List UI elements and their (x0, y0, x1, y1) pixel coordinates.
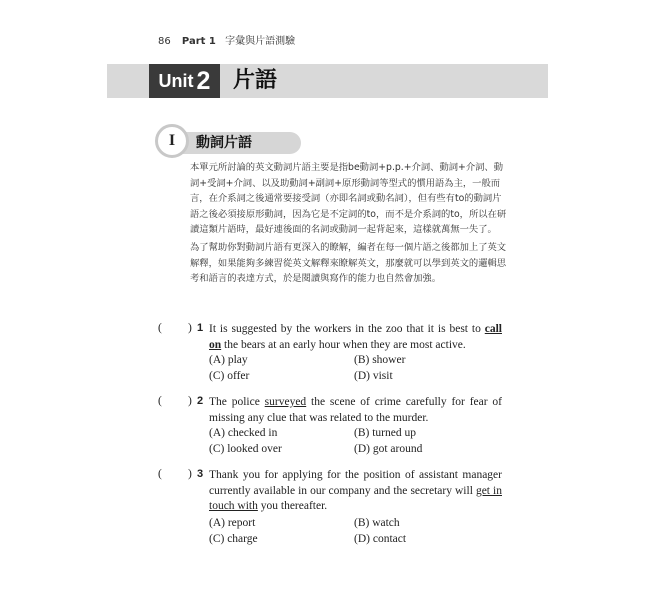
question-number: 3 (197, 468, 204, 480)
intro-paragraph-2: 為了幫助你對動詞片語有更深入的瞭解，編者在每一個片語之後都加上了英文解釋，如果能夠多練習從英文解釋來瞭解英文，那麼就可以學到英文的邏輯思考和語言的表達方式，於是閱讀與寫作的能力也自然會加強。 (190, 242, 507, 284)
option-d[interactable]: (D) visit (354, 370, 393, 382)
open-paren: ( (158, 468, 162, 480)
stem-text: the scene of crime carefully for fear of missing any clue that was related to the murder. (209, 396, 502, 424)
option-a[interactable]: (A) report (209, 517, 256, 529)
option-d[interactable]: (D) contact (354, 533, 407, 545)
target-phrase: get in touch with (209, 484, 502, 512)
open-paren: ( (158, 395, 162, 407)
question-stem (209, 395, 502, 426)
part-title: 字彙與片語測驗 (225, 36, 296, 47)
answer-blank[interactable] (158, 468, 194, 480)
part-label: Part 1 (181, 36, 216, 47)
section-title: 動詞片語 (196, 135, 252, 151)
close-paren: ) (188, 322, 192, 334)
unit-number: 2 (196, 66, 211, 95)
option-a[interactable]: (A) checked in (209, 427, 278, 439)
stem-text: you thereafter. (257, 500, 328, 512)
section-heading (155, 124, 305, 160)
option-d[interactable]: (D) got around (354, 443, 423, 455)
option-b[interactable]: (B) turned up (354, 427, 416, 439)
open-paren: ( (158, 322, 162, 334)
question-2 (158, 395, 503, 465)
option-b[interactable]: (B) watch (354, 517, 400, 529)
question-3 (158, 468, 503, 554)
unit-word: Unit (158, 70, 194, 91)
question-1 (158, 322, 503, 392)
question-stem (209, 322, 502, 353)
target-phrase: surveyed (264, 396, 307, 408)
option-c[interactable]: (C) looked over (209, 443, 282, 455)
stem-text: Thank you for applying for the position of assistant manager currently available in our company and the secretary will (209, 469, 502, 497)
running-header (158, 32, 295, 47)
option-b[interactable]: (B) shower (354, 354, 406, 366)
stem-text: The police (209, 396, 265, 408)
question-number: 2 (197, 395, 204, 407)
stem-text: It is suggested by the workers in the zoo that it is best to (209, 323, 485, 335)
unit-badge (149, 64, 220, 98)
question-stem (209, 468, 502, 515)
option-c[interactable]: (C) offer (209, 370, 250, 382)
unit-title: 片語 (233, 68, 278, 93)
target-phrase: call on (209, 323, 502, 351)
close-paren: ) (188, 468, 192, 480)
option-c[interactable]: (C) charge (209, 533, 258, 545)
intro-paragraph-1: 本單元所討論的英文動詞片語主要是指be動詞+p.p.+介詞、動詞+介詞、動詞+受詞+介詞、以及助動詞+副詞+原形動詞等型式的慣用語為主，一般而言，在介系詞之後通常要接受詞（亦即名詞或動名詞），但有些有to的動詞片語之後必須接原形動詞，因為它是不定詞的to，而不是介系詞的to，所以在研讀這類片語時，最好連後面的名詞或動詞一起背起來，這樣就萬無一失了。 (190, 162, 507, 235)
section-roman-numeral: I (155, 124, 189, 158)
question-number: 1 (197, 322, 204, 334)
answer-blank[interactable] (158, 322, 194, 334)
close-paren: ) (188, 395, 192, 407)
option-a[interactable]: (A) play (209, 354, 248, 366)
page-number: 86 (158, 36, 171, 47)
answer-blank[interactable] (158, 395, 194, 407)
stem-text: the bears at an early hour when they are most active. (221, 338, 466, 351)
